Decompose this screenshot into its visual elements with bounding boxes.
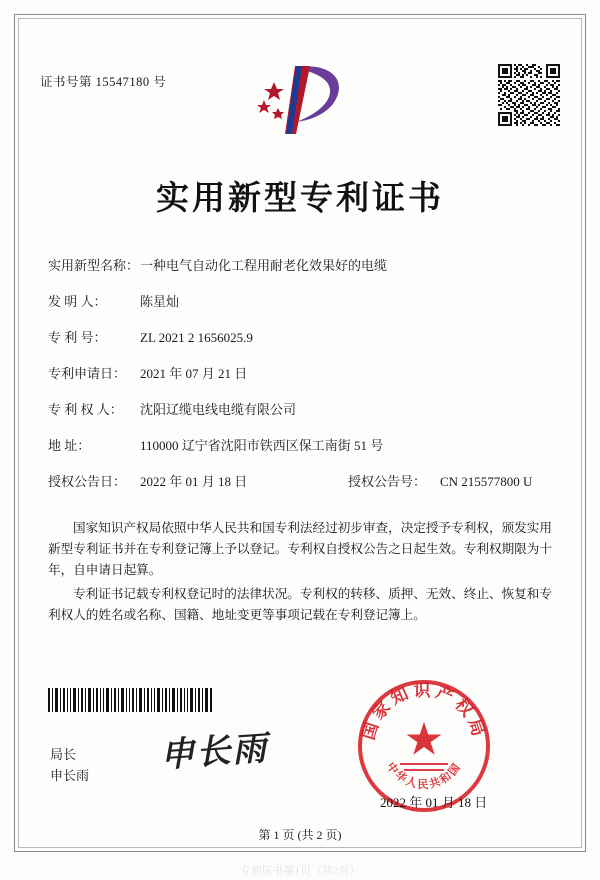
qr-code-icon	[498, 64, 560, 126]
field-label: 专 利 权 人：	[48, 402, 123, 417]
field-label: 授权公告日：	[48, 474, 127, 489]
barcode	[48, 688, 212, 712]
barcode-icon	[48, 688, 212, 712]
field-value-grant-number: CN 215577800 U	[440, 474, 533, 489]
svg-text:中华人民共和国: 中华人民共和国	[384, 759, 464, 791]
page-number: 第 1 页 (共 2 页)	[258, 828, 342, 842]
field-address	[48, 428, 552, 464]
signature-name: 申长雨	[50, 768, 90, 783]
seal-date: 2022 年 01 月 18 日	[380, 795, 488, 810]
signature-title: 局长	[50, 747, 77, 762]
logo-icon	[252, 60, 348, 138]
field-label: 实用新型名称：	[48, 258, 140, 273]
body-paragraph-1: 国家知识产权局依照中华人民共和国专利法经过初步审查，决定授予专利权，颁发实用新型专利证书并在专利登记簿上予以登记。专利权自授权公告之日起生效。专利权期限为十年，自申请日起算。	[48, 521, 552, 577]
field-grant-announcement	[48, 464, 552, 500]
certificate-number: 证书号第 15547180 号	[40, 75, 167, 89]
page-title: 实用新型专利证书	[156, 178, 444, 217]
field-label: 地 址：	[48, 438, 91, 453]
svg-text:国家知识产权局: 国家知识产权局	[358, 681, 490, 743]
field-label: 发 明 人：	[48, 294, 107, 309]
field-value: 沈阳辽缆电线电缆有限公司	[140, 402, 297, 417]
body-paragraph-2: 专利证书记载专利权登记时的法律状况。专利权的转移、质押、无效、终止、恢复和专利权人的姓名或名称、国籍、地址变更等事项记载在专利登记簿上。	[48, 587, 552, 622]
field-label-grant-number: 授权公告号：	[348, 474, 427, 489]
field-list	[48, 248, 552, 500]
field-inventor	[48, 284, 552, 320]
qr-code	[498, 64, 560, 126]
field-label: 专 利 号：	[48, 330, 107, 345]
field-application-date	[48, 356, 552, 392]
field-patent-number	[48, 320, 552, 356]
field-value: 2021 年 07 月 21 日	[140, 366, 248, 381]
field-value: 2022 年 01 月 18 日	[140, 474, 248, 489]
signature-block	[50, 744, 89, 786]
field-patentee	[48, 392, 552, 428]
handwritten-signature: 申长雨	[158, 728, 270, 776]
field-value: ZL 2021 2 1656025.9	[140, 330, 253, 345]
field-value: 陈星灿	[140, 294, 180, 309]
footer-faint-text: 专利证书第1页（共2页）	[239, 865, 361, 877]
field-label: 专利申请日：	[48, 366, 127, 381]
patent-office-logo	[252, 60, 348, 138]
field-value: 一种电气自动化工程用耐老化效果好的电缆	[140, 258, 388, 273]
field-value: 110000 辽宁省沈阳市铁西区保工南街 51 号	[140, 438, 384, 453]
field-invention-name	[48, 248, 552, 284]
